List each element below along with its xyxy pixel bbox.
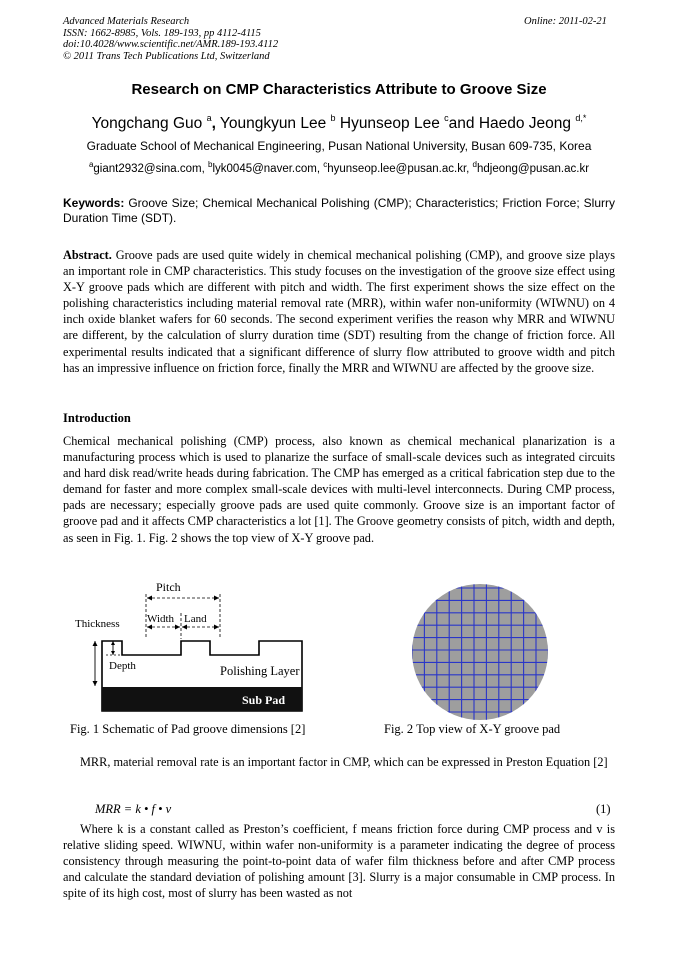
affiliation: Graduate School of Mechanical Engineering, Pusan National University, Busan 609-735, Korea	[86, 139, 592, 153]
label-depth: Depth	[109, 660, 136, 672]
where-paragraph: Where k is a constant called as Preston’s coefficient, f means friction force during CMP process and v is relative sliding speed. WIWNU, within wafer non-uniformity is a parameter indicating the degree of process consistency through measuring the point-to-point data of wafer film thickness before and after CMP process and calculate the standard deviation of polishing amount [3]. Slurry is a major consumable in CMP process. In spite of its high cost, most of slurry has been wasted as not	[63, 822, 615, 901]
figure-1-groove-schematic	[70, 577, 315, 717]
email[interactable]: lyk0045@naver.com,	[212, 163, 324, 175]
label-pitch: Pitch	[156, 580, 181, 594]
email-sup: b	[208, 160, 213, 169]
label-width: Width	[147, 613, 175, 625]
label-thickness: Thickness	[75, 618, 120, 630]
journal-copyright: © 2011 Trans Tech Publications Ltd, Switzerland	[63, 50, 270, 62]
keywords-label: Keywords:	[63, 196, 125, 210]
author-sup: d,*	[575, 113, 587, 123]
online-date: Online: 2011-02-21	[524, 16, 607, 27]
paper-title: Research on CMP Characteristics Attribute to Groove Size	[131, 81, 547, 98]
author-list	[0, 113, 678, 133]
abstract-text: Groove pads are used quite widely in chemical mechanical polishing (CMP), and groove size plays an important role in CMP characteristics. This study focuses on the investigation of the groove size effect using X-Y groove pads which are different with pitch and width. The first experiment shows the size effect on the polishing characteristics including material removal rate (MRR), within wafer non-uniformity (WIWNU) on 4 inch oxide blanket wafers for 60 seconds. The second experiment verifies the reason why MRR and WIWNU are different, by the calculation of slurry duration time (SDT) resulting from the change of friction force. All experimental results indicated that a significant difference of slurry flow attributed to groove width and pitch has an impressive influence on friction force, finally the MRR and WIWNU are affected by the groove size.	[63, 248, 615, 375]
author-name: and Haedo Jeong	[448, 115, 572, 132]
equation-number: (1)	[596, 802, 611, 816]
preston-equation: MRR = k • f • v	[95, 802, 172, 816]
label-sub-pad: Sub Pad	[242, 693, 286, 707]
author-sup: c	[444, 113, 449, 123]
keywords	[63, 196, 615, 225]
journal-name: Advanced Materials Research	[63, 16, 190, 27]
abstract	[63, 247, 615, 376]
author-sup: b	[330, 113, 336, 123]
abstract-label: Abstract.	[63, 248, 112, 262]
figure-1-caption: Fig. 1 Schematic of Pad groove dimensions [2]	[70, 722, 306, 736]
figure-2-caption: Fig. 2 Top view of X-Y groove pad	[384, 722, 561, 736]
keywords-text: Groove Size; Chemical Mechanical Polishing (CMP); Characteristics; Friction Force; Slurry Duration Time (SDT).	[63, 196, 615, 225]
author-sup: a	[206, 113, 212, 123]
author-name: Youngkyun Lee	[215, 115, 327, 132]
journal-header	[63, 16, 278, 62]
email[interactable]: hdjeong@pusan.ac.kr	[476, 163, 590, 175]
label-land: Land	[184, 613, 207, 625]
email-sup: d	[472, 160, 477, 169]
label-polishing-layer: Polishing Layer	[220, 664, 300, 678]
journal-issn: ISSN: 1662-8985, Vols. 189-193, pp 4112-4115	[63, 27, 261, 39]
journal-doi: doi:10.4028/www.scientific.net/AMR.189-193.4112	[63, 39, 279, 50]
author-separator: ,	[211, 115, 216, 132]
section-heading-introduction: Introduction	[63, 411, 131, 425]
author-name: Yongchang Guo	[91, 115, 203, 132]
mrr-paragraph: MRR, material removal rate is an important factor in CMP, which can be expressed in Preston Equation [2]	[80, 755, 608, 769]
email-sup: a	[88, 160, 94, 169]
author-emails	[0, 160, 678, 175]
author-name: Hyunseop Lee	[335, 115, 440, 132]
email-sup: c	[323, 160, 328, 169]
email[interactable]: giant2932@sina.com,	[93, 163, 209, 175]
email[interactable]: hyunseop.lee@pusan.ac.kr,	[327, 163, 473, 175]
introduction-text: Chemical mechanical polishing (CMP) process, also known as chemical mechanical planarization is a manufacturing process which is used to planarize the surface of small-scale devices such as integrated circuits and hard disk read/write heads during fabrication. The CMP has emerged as a critical fabrication step due to the demand for faster and more complex small-scale devices with multi-level interconnects. During CMP process, pads are necessary; especially groove pads are used quite commonly. Groove size is an important factor of groove pad and it affects CMP characteristics a lot [1]. The Groove geometry consists of pitch, width and depth, as seen in Fig. 1. Fig. 2 shows the top view of X-Y groove pad.	[63, 434, 615, 545]
figure-2-xy-groove-pad	[408, 584, 552, 720]
